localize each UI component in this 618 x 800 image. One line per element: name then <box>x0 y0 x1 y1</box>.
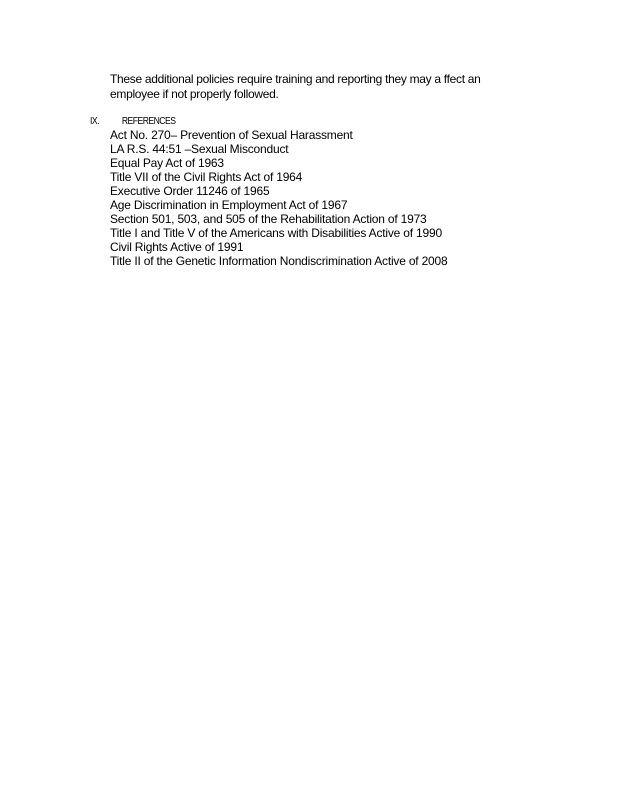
intro-line-2: employee if not properly followed. <box>110 87 279 101</box>
intro-line-1: These additional policies require training and reporting they may a ffect an <box>110 72 481 86</box>
reference-item: Title VII of the Civil Rights Act of 1964 <box>110 170 303 184</box>
section-numeral: IX. <box>90 116 99 127</box>
reference-item: Equal Pay Act of 1963 <box>110 156 224 170</box>
reference-item: Act No. 270– Prevention of Sexual Harassment <box>110 128 353 142</box>
section-heading <box>90 116 175 128</box>
references-list <box>110 128 447 268</box>
reference-item: Executive Order 11246 of 1965 <box>110 184 270 198</box>
intro-paragraph <box>110 72 530 102</box>
reference-item: Civil Rights Active of 1991 <box>110 240 244 254</box>
reference-item: Section 501, 503, and 505 of the Rehabilitation Action of 1973 <box>110 212 427 226</box>
reference-item: Title I and Title V of the Americans with Disabilities Active of 1990 <box>110 226 442 240</box>
reference-item: Title II of the Genetic Information Nondiscrimination Active of 2008 <box>110 254 448 268</box>
reference-item: LA R.S. 44:51 –Sexual Misconduct <box>110 142 289 156</box>
section-title: REFERENCES <box>121 116 176 127</box>
reference-item: Age Discrimination in Employment Act of 1967 <box>110 198 348 212</box>
